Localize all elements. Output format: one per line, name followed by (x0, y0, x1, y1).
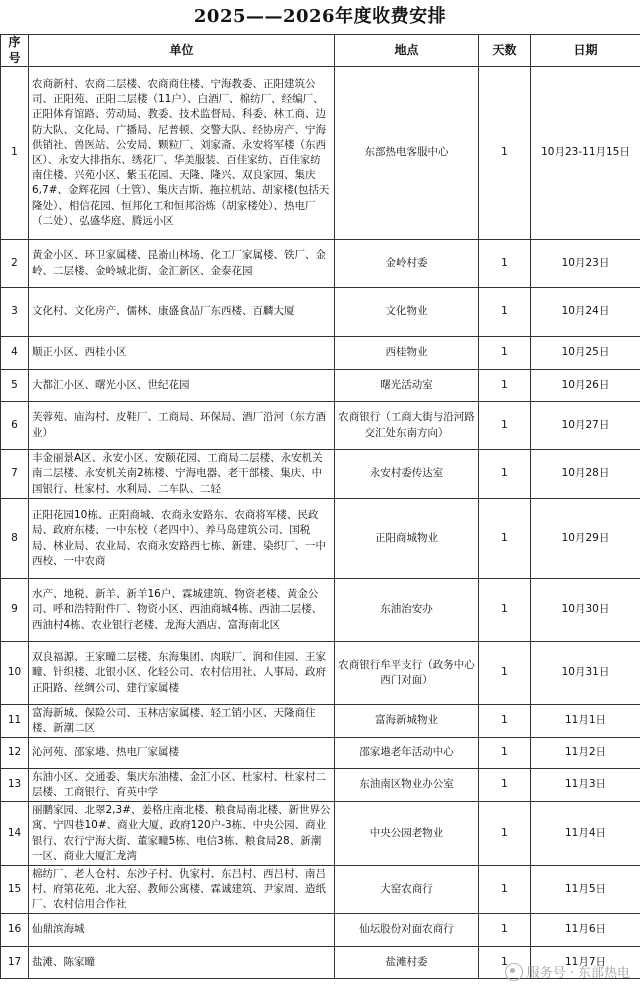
row-date: 10月26日 (531, 370, 640, 402)
row-index: 17 (1, 947, 29, 979)
row-units: 黄金小区、环卫家属楼、昆嵛山林场、化工厂家属楼、铁厂、金岭、二层楼、金岭城北街、金汇新区、金泰花园 (29, 240, 335, 288)
row-index: 14 (1, 802, 29, 866)
header-units: 单位 (29, 35, 335, 67)
row-place: 文化物业 (335, 288, 479, 337)
row-days: 1 (479, 240, 531, 288)
row-index: 9 (1, 579, 29, 642)
schedule-table (0, 34, 640, 979)
row-place: 富海新城物业 (335, 705, 479, 738)
wechat-icon (505, 963, 523, 981)
row-units: 水产、地税、新羊、新羊16户、霖城建筑、物资老楼、黄金公司、呼和浩特附件厂、物资小区、西油商城4栋、西油二层楼、西油村4栋、农业银行老楼、龙海大酒店、富海南北区 (29, 579, 335, 642)
row-date: 11月2日 (531, 738, 640, 769)
row-date: 10月29日 (531, 499, 640, 579)
row-units: 富海新城、保险公司、玉林店家属楼、轻工销小区、天隆商住楼、新潮二区 (29, 705, 335, 738)
row-place: 正阳商城物业 (335, 499, 479, 579)
row-date: 10月30日 (531, 579, 640, 642)
row-days: 1 (479, 499, 531, 579)
row-date: 11月4日 (531, 802, 640, 866)
row-index: 7 (1, 450, 29, 499)
table-row (1, 642, 640, 705)
row-units: 棉纺厂、老人仓村、东沙子村、仇家村、东吕村、西吕村、南吕村、府第花苑、北大窑、教师公寓楼、霖诚建筑、尹家周、造纸厂、农村信用合作社 (29, 866, 335, 914)
row-days: 1 (479, 642, 531, 705)
row-index: 15 (1, 866, 29, 914)
row-days: 1 (479, 866, 531, 914)
row-place: 大窑农商行 (335, 866, 479, 914)
row-units: 顺正小区、西桂小区 (29, 337, 335, 370)
row-units: 盐滩、陈家疃 (29, 947, 335, 979)
row-units: 大都汇小区、曙光小区、世纪花园 (29, 370, 335, 402)
row-date: 11月5日 (531, 866, 640, 914)
row-place: 邵家塂老年活动中心 (335, 738, 479, 769)
row-date: 10月23-11月15日 (531, 67, 640, 240)
row-place: 东部热电客服中心 (335, 67, 479, 240)
row-place: 东油南区物业办公室 (335, 769, 479, 802)
row-place: 金岭村委 (335, 240, 479, 288)
table-row (1, 337, 640, 370)
row-days: 1 (479, 579, 531, 642)
row-days: 1 (479, 450, 531, 499)
row-date: 11月6日 (531, 914, 640, 947)
row-date: 10月24日 (531, 288, 640, 337)
row-index: 5 (1, 370, 29, 402)
table-row (1, 705, 640, 738)
header-place: 地点 (335, 35, 479, 67)
table-row (1, 288, 640, 337)
row-date: 10月25日 (531, 337, 640, 370)
row-place: 中央公园老物业 (335, 802, 479, 866)
row-date: 11月3日 (531, 769, 640, 802)
row-index: 8 (1, 499, 29, 579)
watermark (505, 962, 630, 981)
row-date: 10月27日 (531, 402, 640, 450)
row-units: 沁河苑、邵家塂、热电厂家属楼 (29, 738, 335, 769)
row-index: 4 (1, 337, 29, 370)
row-index: 3 (1, 288, 29, 337)
table-row (1, 802, 640, 866)
row-place: 东油治安办 (335, 579, 479, 642)
row-days: 1 (479, 288, 531, 337)
row-place: 农商银行牟平支行（政务中心西门对面） (335, 642, 479, 705)
header-idx: 序号 (1, 35, 29, 67)
row-units: 丰金丽景A区、永安小区、安颐花园、工商局二层楼、永安机关南二层楼、永安机关南2栋楼、宁海电器、老干部楼、集庆、中国银行、杜家村、水利局、二车队、二轻 (29, 450, 335, 499)
row-days: 1 (479, 738, 531, 769)
row-units: 芙蓉苑、庙沟村、皮鞋厂、工商局、环保局、酒厂沿河（东方酒业） (29, 402, 335, 450)
row-place: 仙坛股份对面农商行 (335, 914, 479, 947)
row-units: 正阳花园10栋、正阳商城、农商永安路东、农商将军楼、民政局、政府东楼、一中东校（老四中）、养马岛建筑公司、国税局、林业局、农业局、农商永安路西七栋、新建、染织厂、一中西校、一中农商 (29, 499, 335, 579)
watermark-text: 服务号 · 东部热电 (526, 966, 630, 981)
table-row (1, 914, 640, 947)
row-index: 12 (1, 738, 29, 769)
row-days: 1 (479, 337, 531, 370)
row-units: 丽鹏家园、北翠2,3#、姜格庄南北楼、粮食局南北楼、新世界公寓、宁四巷10#、商业大厦、政府120户-3栋、中央公园、商业银行、农行宁海大街、董家疃5栋、电信3栋、粮食局28、新潮一区、商业大厦汇龙湾 (29, 802, 335, 866)
row-days: 1 (479, 769, 531, 802)
header-row (1, 35, 640, 67)
row-days: 1 (479, 402, 531, 450)
table-row (1, 738, 640, 769)
table-row (1, 402, 640, 450)
row-date: 10月28日 (531, 450, 640, 499)
row-date: 11月7日 (531, 947, 640, 979)
row-index: 1 (1, 67, 29, 240)
row-days: 1 (479, 705, 531, 738)
row-index: 6 (1, 402, 29, 450)
row-days: 1 (479, 370, 531, 402)
row-index: 2 (1, 240, 29, 288)
table-row (1, 370, 640, 402)
row-days: 1 (479, 914, 531, 947)
row-place: 曙光活动室 (335, 370, 479, 402)
row-place: 永安村委传达室 (335, 450, 479, 499)
table-row (1, 450, 640, 499)
table-row (1, 67, 640, 240)
row-date: 10月23日 (531, 240, 640, 288)
page-title: 2025——2026年度收费安排 (193, 6, 447, 27)
header-date: 日期 (531, 35, 640, 67)
row-index: 10 (1, 642, 29, 705)
row-days: 1 (479, 67, 531, 240)
table-row (1, 499, 640, 579)
row-place: 盐滩村委 (335, 947, 479, 979)
row-date: 10月31日 (531, 642, 640, 705)
row-index: 16 (1, 914, 29, 947)
table-row (1, 866, 640, 914)
row-place: 农商银行（工商大街与沿河路交汇处东南方向） (335, 402, 479, 450)
row-units: 双良福源、王家疃二层楼、东海集团、肉联厂、润和佳园、王家疃、针织楼、北银小区、化轻公司、农村信用社、人事局、政府正阳路、丝绸公司、建行家属楼 (29, 642, 335, 705)
row-index: 11 (1, 705, 29, 738)
row-days: 1 (479, 947, 531, 979)
row-place: 西桂物业 (335, 337, 479, 370)
row-units: 东油小区、交通委、集庆东油楼、金汇小区、杜家村、杜家村二层楼、工商银行、育英中学 (29, 769, 335, 802)
row-index: 13 (1, 769, 29, 802)
row-units: 仙鼎滨海城 (29, 914, 335, 947)
header-days: 天数 (479, 35, 531, 67)
row-days: 1 (479, 802, 531, 866)
row-date: 11月1日 (531, 705, 640, 738)
table-row (1, 240, 640, 288)
table-row (1, 579, 640, 642)
row-units: 文化村、文化房产、儒林、康盛食品厂东西楼、百麟大厦 (29, 288, 335, 337)
row-units: 农商新村、农商二层楼、农商商住楼、宁海教委、正阳建筑公司、正阳苑、正阳二层楼（11户）、白酒厂、棉纺厂、经编厂、正阳体育馆路、劳动局、教委、技术监督局、科委、林工商、边防大队、文化局、广播局、尼普顿、交警大队、经协房产、宁海供销社、兽医站、公安局、颗粒厂、刘家斋、永安将军楼（东西区）、永安大排指东、绣花厂、华美服装、百佳家纺、百佳家纺南住楼、兴苑小区、紫玉花园、天隆、隆兴、双良家园、集庆6,7#、金辉花园（土管）、集庆吉斯、拖拉机站、胡家楼(包括天隆处）、相信花园、恒邦化工和恒邦浴炼（胡家楼处）、热电厂（二处）、弘盛华庭、腾远小区 (29, 67, 335, 240)
table-row (1, 769, 640, 802)
